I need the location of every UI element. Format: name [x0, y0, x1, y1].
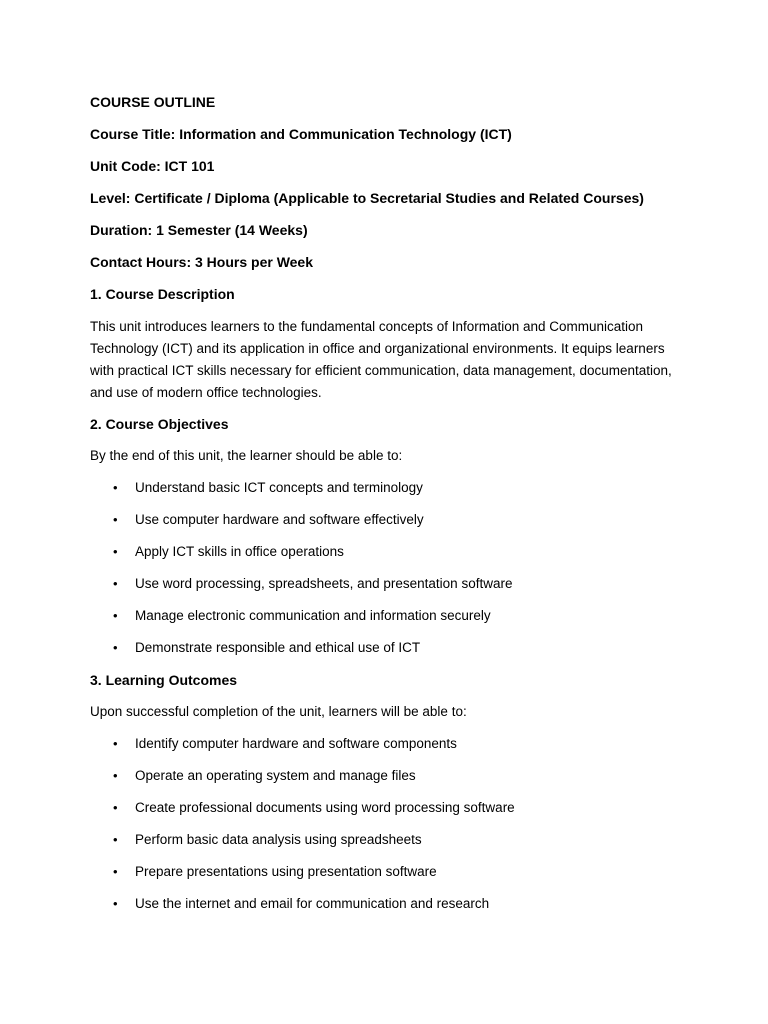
list-item-text: Apply ICT skills in office operations [135, 544, 344, 559]
course-duration: Duration: 1 Semester (14 Weeks) [90, 222, 308, 238]
list-item-text: Manage electronic communication and information securely [135, 608, 491, 623]
bullet-icon: • [113, 480, 118, 495]
list-item-text: Use computer hardware and software effectively [135, 512, 424, 527]
list-item-text: Perform basic data analysis using spreadsheets [135, 832, 422, 847]
list-item-text: Demonstrate responsible and ethical use of ICT [135, 640, 421, 655]
objectives-intro: By the end of this unit, the learner should be able to: [90, 448, 403, 463]
list-item [90, 542, 690, 562]
outcomes-list [90, 734, 690, 914]
list-item [90, 766, 690, 786]
bullet-icon: • [113, 768, 118, 783]
list-item-text: Use the internet and email for communication and research [135, 896, 490, 911]
bullet-icon: • [113, 800, 118, 815]
objectives-heading: 2. Course Objectives [90, 416, 229, 432]
course-level: Level: Certificate / Diploma (Applicable to Secretarial Studies and Related Courses) [90, 190, 644, 206]
list-item [90, 734, 690, 754]
outcomes-heading: 3. Learning Outcomes [90, 672, 238, 688]
course-outline-heading: COURSE OUTLINE [90, 94, 216, 110]
bullet-icon: • [113, 640, 118, 655]
bullet-icon: • [113, 512, 118, 527]
list-item-text: Operate an operating system and manage files [135, 768, 416, 783]
bullet-icon: • [113, 736, 118, 751]
list-item-text: Create professional documents using word processing software [135, 800, 515, 815]
document-page [90, 92, 690, 926]
bullet-icon: • [113, 896, 118, 911]
description-paragraph: This unit introduces learners to the fundamental concepts of Information and Communication Technology (ICT) and its application in office and organizational environments. It equips learners with practical ICT skills necessary for efficient communication, data management, documentation, and use of modern office technologies. [90, 319, 672, 400]
unit-code: Unit Code: ICT 101 [90, 158, 215, 174]
list-item [90, 798, 690, 818]
list-item [90, 894, 690, 914]
bullet-icon: • [113, 864, 118, 879]
course-title: Course Title: Information and Communication Technology (ICT) [90, 126, 512, 142]
list-item-text: Use word processing, spreadsheets, and presentation software [135, 576, 513, 591]
bullet-icon: • [113, 832, 118, 847]
bullet-icon: • [113, 608, 118, 623]
contact-hours: Contact Hours: 3 Hours per Week [90, 254, 314, 270]
bullet-icon: • [113, 544, 118, 559]
list-item [90, 830, 690, 850]
outcomes-intro: Upon successful completion of the unit, learners will be able to: [90, 704, 467, 719]
list-item-text: Identify computer hardware and software components [135, 736, 457, 751]
list-item [90, 862, 690, 882]
objectives-list [90, 478, 690, 658]
list-item [90, 478, 690, 498]
list-item-text: Understand basic ICT concepts and terminology [135, 480, 423, 495]
bullet-icon: • [113, 576, 118, 591]
list-item-text: Prepare presentations using presentation software [135, 864, 437, 879]
list-item [90, 606, 690, 626]
list-item [90, 510, 690, 530]
list-item [90, 574, 690, 594]
list-item [90, 638, 690, 658]
description-heading: 1. Course Description [90, 286, 235, 302]
